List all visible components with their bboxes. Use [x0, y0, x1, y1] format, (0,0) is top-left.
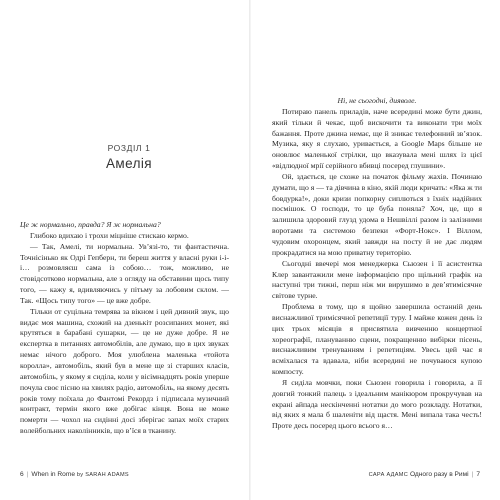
paragraph: Тільки от суцільна темрява за вікном і цей дивний звук, що видає моя машина, схожий на дзенькіт розсипаних монет, які крутяться в барабані сушарки, — це не дуже добре. Я не експертка в питаннях автомобілів, але думаю, що в цих звуках немає нічого доброго. Моя улюблена маленька «тойота королла», автомобіль, який був в мене ще зі старших класів, автомобіль, у якому я сиділа, коли у вісімнадцять років уперше почула своє пісню на хвилях радіо, автомобіль, на якому десять років тому поїхала до Фантомі Рекордз і підписала музичний контракт, термін якого вже добігає кінця. Вона не може померти — чохол на сидінні досі зберігає запах моїх старих волейбольних наколінників, що в’їся в тканину. — [20, 306, 229, 436]
footer-separator: | — [26, 471, 29, 478]
book-title: Одного разу в Римі — [409, 471, 469, 478]
page-number: 7 — [476, 471, 480, 478]
author-name: by SARAH ADAMS — [76, 472, 129, 478]
paragraph: Потираю панель приладів, наче всередині може бути джин, який тільки й чекає, щоб вискочити та виконати три моїх бажання. Проте джина немає, ще й зникає телефонний зв’язок. Музика, яку я слухаю, уривається, а Google Maps більше не оновлює маленької стрілки, що вказувала мені шлях із цієї «відлюдної мрії серійного вбивці посеред глушини». — [272, 106, 482, 171]
book-title: When in Rome — [31, 471, 76, 478]
paragraph: Ні, не сьогодні, дияволе. — [337, 96, 417, 105]
left-footer — [20, 471, 129, 478]
paragraph: Ой, здається, це схоже на початок фільму жахів. Починаю думати, що я — та дівчина в кіно, якій люди кричать: «Яка ж ти бовдурка!», доки кризи попкорну сиплються з їхніх надійних посмішок. О господи, то це буба поняла? Хоч, це, що я залишила здоровий глузд удома в Нешвіллі разом із залізними воротами та системою безпеки «Форт-Нокс». І Віллом, чудовим охоронцем, який завжди на посту й не дає людям прокрадатися на мою приватну територію. — [272, 171, 482, 257]
chapter-title: Амелія — [106, 156, 152, 171]
left-body-text — [20, 220, 229, 437]
paragraph: — Так, Амелі, ти нормальна. Ув’язі-то, ти фантастична. Точнісінько як Одрі Гепберн, ти береш життя у власні руки і-і-і… розмовляєш сама із собою… тож, можливо, не стовідсотково нормальна, але з огляду на обставини щось типу того, — кажу я, вдивляючись у пітьму за лобовим склом. — Так. «Щось типу того» — це вже добре. — [20, 241, 229, 305]
right-page — [250, 0, 500, 500]
paragraph: Це ж нормально, правда? Я ж нормальна? — [20, 220, 161, 229]
page-number: 6 — [20, 471, 24, 478]
paragraph: Сьогодні ввечері моя менеджерка Сьюзен і її асистентка Клер завантажили мене інформацією про щільний графік на наступні три тижні, перш ніж ми вирушимо в дев’ятимісячне світове турне. — [272, 258, 482, 301]
footer-separator: | — [471, 471, 474, 478]
paragraph: Глибоко вдихаю і трохи міцніше стискаю кермо. — [30, 230, 189, 240]
paragraph: Проблема в тому, що я щойно завершила останній день виснажливої тримісячної репетиції туру. І майже кожен день із цих трьох місяців я присвятила вивченню концертної хореографії, плануванню сцени, покращенню вибірки пісень, виснажливим тренуванням і репетиціям. Увесь цей час я всміхалася та вдавала, ніби всередині не почуваюся купою компосту. — [272, 302, 482, 377]
author-name: САРА АДАМС — [368, 472, 409, 478]
paragraph: Я сиділа мовчки, поки Сьюзен говорила і говорила, а її довгий тонкий палець з ідеальним манікюром прокручував на екрані айпада нескінченні нотатки до мого розкладу. Нотатки, від яких я мала б шаленіти від щастя. Мені випала така честь! Проте десь посеред цього всього я… — [272, 377, 482, 431]
right-footer — [369, 471, 480, 478]
chapter-heading — [54, 143, 204, 171]
chapter-label: РОЗДІЛ 1 — [107, 143, 151, 153]
right-body-text — [272, 96, 482, 432]
